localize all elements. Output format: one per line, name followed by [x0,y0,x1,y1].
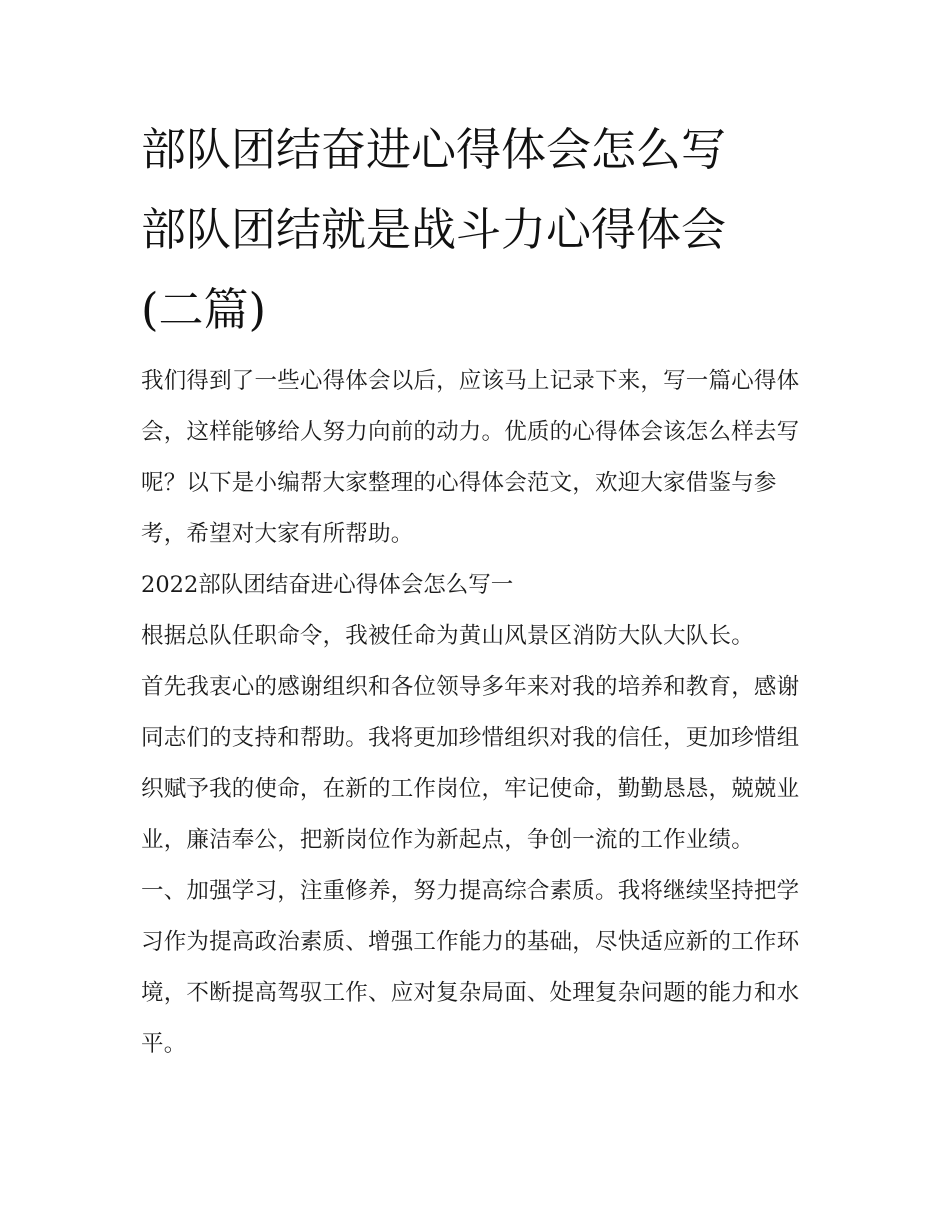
title-line-3: (二篇) [141,283,267,336]
body-paragraph-3: 一、加强学习，注重修养，努力提高综合素质。我将继续坚持把学习作为提高政治素质、增强工作能力的基础，尽快适应新的工作环境，不断提高驾驭工作、应对复杂局面、处理复杂问题的能力和水平。 [141,878,800,1057]
document-body [141,356,821,1070]
body-paragraph-1: 根据总队任职命令，我被任命为黄山风景区消防大队大队长。 [141,623,754,649]
body-paragraph-2: 首先我衷心的感谢组织和各位领导多年来对我的培养和教育，感谢同志们的支持和帮助。我将更加珍惜组织对我的信任，更加珍惜组织赋予我的使命，在新的工作岗位，牢记使命，勤勤恳恳，兢兢业业，廉洁奉公，把新岗位作为新起点，争创一流的工作业绩。 [141,674,800,853]
intro-paragraph: 我们得到了一些心得体会以后，应该马上记录下来，写一篇心得体会，这样能够给人努力向前的动力。优质的心得体会该怎么样去写呢？以下是小编帮大家整理的心得体会范文，欢迎大家借鉴与参考，希望对大家有所帮助。 [141,368,800,547]
title-line-2: 部队团结就是战斗力心得体会 [141,203,727,256]
document-title [141,110,821,350]
title-line-1: 部队团结奋进心得体会怎么写 [141,123,727,176]
section-heading: 2022部队团结奋进心得体会怎么写一 [141,572,514,598]
document-page [141,110,821,1070]
